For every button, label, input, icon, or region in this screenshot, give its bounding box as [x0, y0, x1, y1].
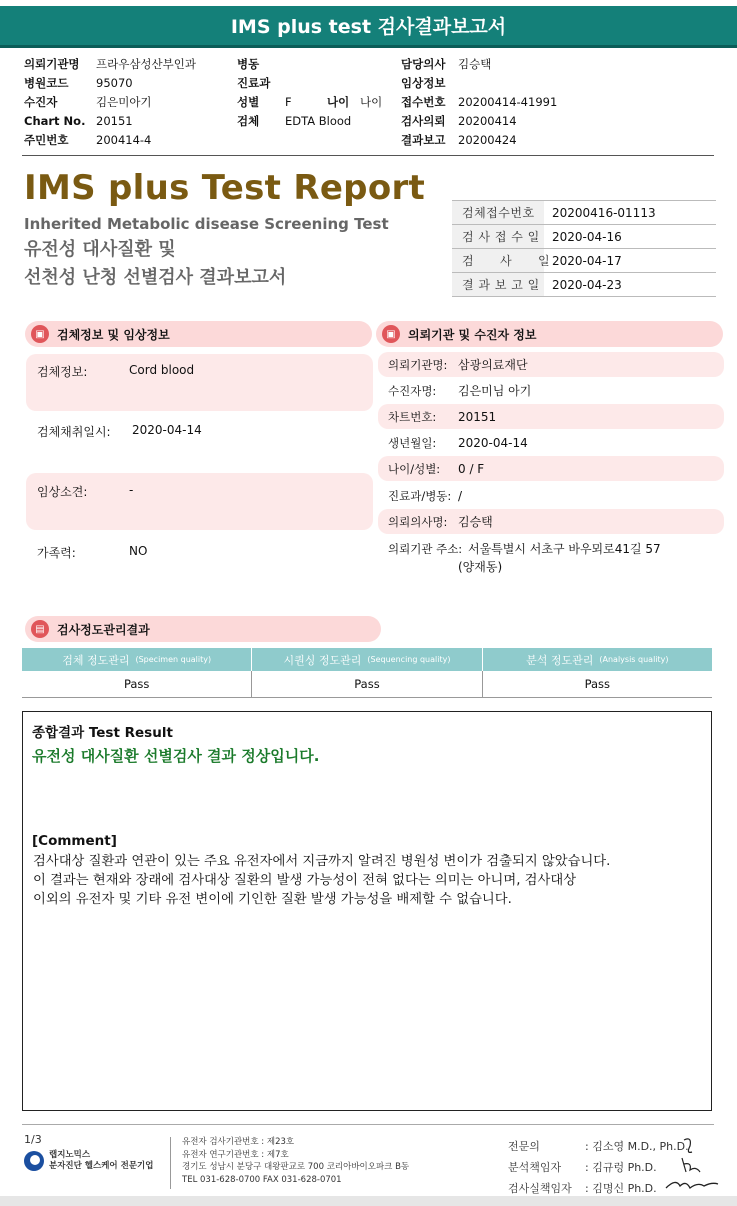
company-logo-inner: [30, 1155, 40, 1165]
report-banner: [0, 6, 737, 48]
receipt-row: 결 과 보 고 일 2020-04-23: [452, 273, 716, 297]
header-row: 접수번호 20200414-41991: [401, 95, 558, 109]
client-row: 의뢰의사명: 김승택: [378, 509, 724, 534]
signature-mark: [684, 1139, 692, 1153]
receipt-row: 검 사 접 수 일 2020-04-16: [452, 225, 716, 249]
receipt-row: 검체접수번호 20200416-01113: [452, 201, 716, 225]
header-row: 의뢰기관명 프라우삼성산부인과: [24, 57, 196, 71]
header-row: 담당의사 김승택: [401, 57, 492, 71]
age-label: 나이: [327, 95, 350, 109]
quality-cell: Pass: [22, 671, 252, 697]
header-col-2: [237, 55, 397, 131]
footer-vdivider: [170, 1137, 171, 1189]
bottom-bar: [0, 1196, 737, 1206]
client-row: 수진자명: 김은미님 아기: [388, 383, 532, 398]
family-history-label: 가족력:: [37, 546, 76, 560]
signature-marks: [662, 1132, 722, 1194]
header-row: Chart No. 20151: [24, 114, 133, 128]
company-name: 랩지노믹스 분자진단 헬스케어 전문기업: [49, 1150, 154, 1171]
quality-section-header: ▤ 검사정도관리결과: [25, 616, 381, 642]
header-row: 병동: [237, 57, 260, 71]
header-row: 병원코드 95070: [24, 76, 133, 90]
age-value: 나이: [360, 95, 383, 109]
footer-divider: [22, 1124, 714, 1125]
collection-date-label: 검체채취일시:: [37, 425, 111, 439]
subtitle-en: Inherited Metabolic disease Screening Test: [24, 215, 389, 233]
quality-cell: Pass: [584, 677, 611, 691]
clinical-finding-box: [26, 473, 373, 530]
specimen-info-value: Cord blood: [129, 363, 195, 377]
signature-mark: [682, 1158, 700, 1172]
lock-icon: ▣: [382, 325, 400, 343]
specimen-section-header: ▣ 검체정보 및 임상정보: [25, 321, 372, 347]
lock-icon: ▣: [31, 325, 49, 343]
banner-title: IMS plus test 검사결과보고서: [230, 16, 507, 38]
specimen-info-label: 검체정보:: [37, 365, 88, 379]
comment-line: 이외의 유전자 및 기타 유전 변이에 기인한 질환 발생 가능성을 배제할 수 없습니다.: [33, 892, 512, 907]
comment-line: 이 결과는 현재와 장래에 검사대상 질환의 발생 가능성이 전혀 없다는 의미는 아니며, 검사대상: [33, 873, 577, 888]
collection-date-value: 2020-04-14: [132, 423, 202, 437]
subtitle-ko-line-2: 선천성 난청 선별검사 결과보고서: [24, 267, 287, 288]
clinical-finding-label: 임상소견:: [37, 485, 88, 499]
receipt-row: 검 사 일 2020-04-17: [452, 249, 716, 273]
comment-line: 검사대상 질환과 연관이 있는 주요 유전자에서 지금까지 알려진 병원성 변이가 검출되지 않았습니다.: [33, 854, 611, 869]
header-col-3: [401, 55, 601, 150]
client-row: 의뢰기관명: 삼광의료재단: [378, 352, 724, 377]
page-number: 1/3: [24, 1133, 42, 1146]
signer-row: 분석책임자 : 김규렁 Ph.D.: [508, 1161, 657, 1174]
client-row: 생년월일: 2020-04-14: [388, 435, 528, 450]
subtitle-ko: [24, 236, 286, 292]
report-title: IMS plus Test Report: [24, 168, 426, 208]
header-col-1: [24, 55, 224, 150]
header-row: 임상정보: [401, 76, 446, 90]
receipt-table: [452, 200, 716, 297]
quality-header-cell: 시퀀싱 정도관리 (Sequencing quality): [252, 648, 482, 671]
result-heading: 종합결과 Test Result: [32, 725, 173, 741]
client-row: 의뢰기관 주소: 서울특별시 서초구 바우뫼로41길 57: [388, 541, 661, 556]
family-history-value: NO: [129, 544, 148, 558]
signer-row: 전문의 : 김소영 M.D., Ph.D.: [508, 1140, 689, 1153]
result-summary: 유전성 대사질환 선별검사 결과 정상입니다.: [32, 747, 320, 765]
quality-header-cell: 분석 정도관리 (Analysis quality): [526, 653, 669, 667]
client-section-header: ▣ 의뢰기관 및 수진자 정보: [376, 321, 723, 347]
header-row: 결과보고 20200424: [401, 133, 517, 147]
client-row: 나이/성별: 0 / F: [378, 456, 724, 481]
header-row: 검사의뢰 20200414: [401, 114, 517, 128]
header-divider: [22, 155, 714, 156]
quality-cell: Pass: [252, 671, 482, 697]
quality-table-row: [22, 671, 712, 698]
comment-label: [Comment]: [32, 833, 117, 849]
clinical-finding-value: -: [129, 483, 134, 497]
header-row: 성별 F 나이 나이: [237, 93, 397, 112]
client-row: (양재동): [458, 560, 503, 574]
quality-table-header: [22, 648, 712, 671]
signature-mark: [666, 1182, 718, 1188]
comment-text: [33, 852, 610, 909]
client-row: 진료과/병동: /: [388, 488, 463, 503]
result-box: [22, 711, 712, 1111]
lab-info: 유전자 검사기관번호 : 제23호 유전자 연구기관번호 : 제7호 경기도 성남시 분당구 대왕판교로 700 코리아바이오파크 B동 TEL 031-628-0700 FAX 031-628-0701: [182, 1137, 410, 1185]
header-row: 주민번호 200414-4: [24, 133, 152, 147]
signer-row: 검사실책임자 : 김명신 Ph.D.: [508, 1182, 657, 1195]
header-row: 진료과: [237, 76, 271, 90]
clipboard-icon: ▤: [31, 620, 49, 638]
quality-header-cell: 검체 정도관리 (Specimen quality): [22, 648, 252, 671]
subtitle-ko-line-1: 유전성 대사질환 및: [24, 239, 176, 260]
client-row: 차트번호: 20151: [378, 404, 724, 429]
header-row: 수진자 김은미아기: [24, 95, 152, 109]
quality-table: [22, 648, 712, 698]
header-row: 검체 EDTA Blood: [237, 114, 352, 128]
